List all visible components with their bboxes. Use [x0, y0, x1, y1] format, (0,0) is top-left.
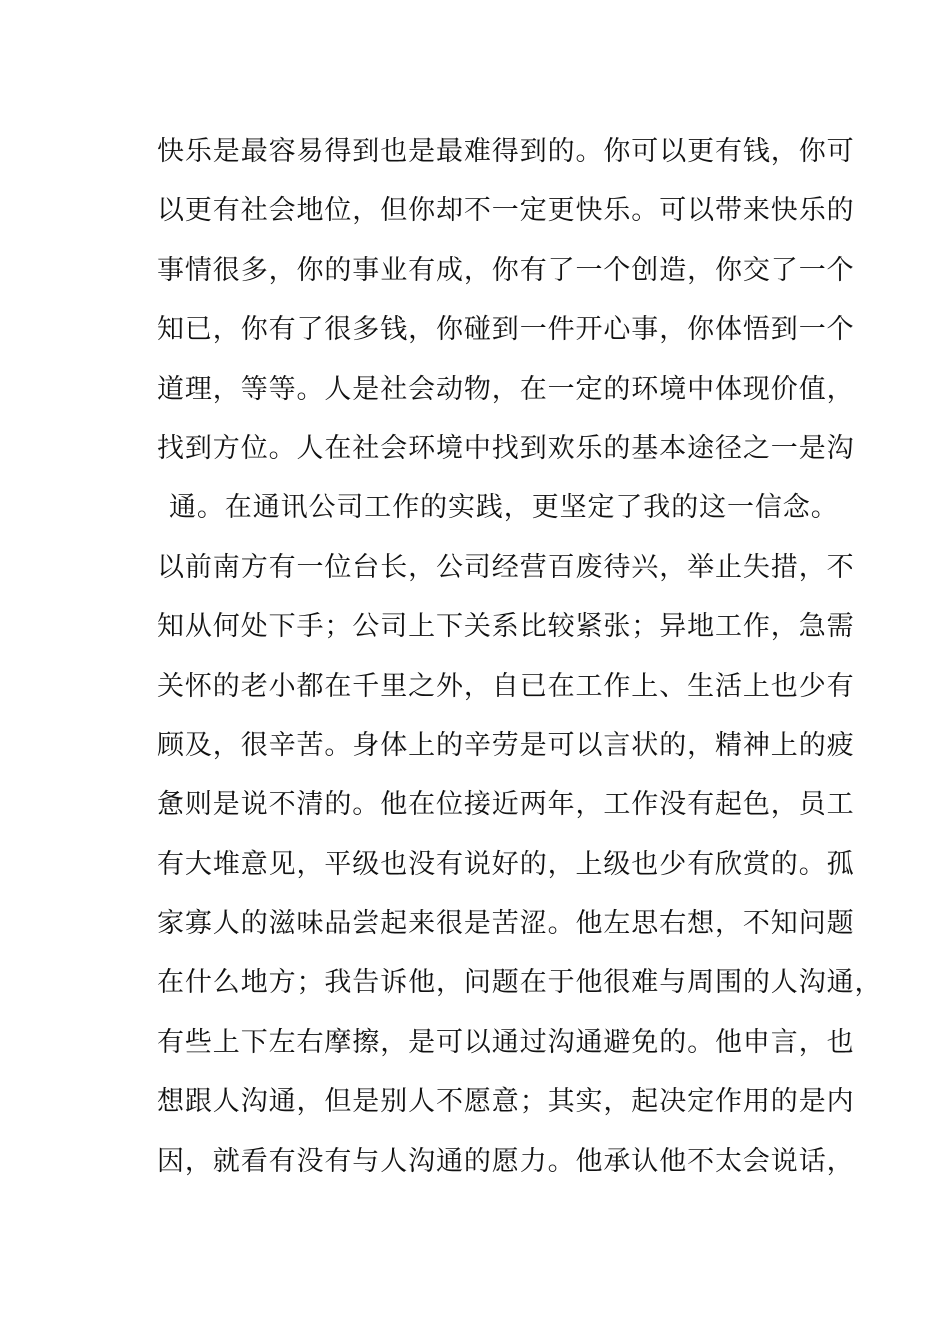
text-line: 通。在通讯公司工作的实践，更坚定了我的这一信念。 — [169, 492, 839, 524]
text-line: 家寡人的滋味品尝起来很是苦涩。他左思右想，不知问题 — [157, 908, 855, 940]
body-text — [157, 122, 883, 1191]
text-line: 找到方位。人在社会环境中找到欢乐的基本途径之一是沟 — [157, 432, 855, 464]
text-line: 关怀的老小都在千里之外，自已在工作上、生活上也少有 — [157, 670, 855, 702]
text-line: 因，就看有没有与人沟通的愿力。他承认他不太会说话， — [157, 1145, 855, 1177]
text-line: 惫则是说不清的。他在位接近两年，工作没有起色，员工 — [157, 789, 855, 821]
text-line: 以前南方有一位台长，公司经营百废待兴，举止失措，不 — [157, 551, 855, 583]
text-line: 知从何处下手；公司上下关系比较紧张；异地工作，急需 — [157, 611, 855, 643]
text-line: 想跟人沟通，但是别人不愿意；其实，起决定作用的是内 — [157, 1086, 855, 1118]
text-line: 道理，等等。人是社会动物，在一定的环境中体现价值， — [157, 373, 855, 405]
text-line: 事情很多，你的事业有成，你有了一个创造，你交了一个 — [157, 254, 855, 286]
text-line: 知已，你有了很多钱，你碰到一件开心事，你体悟到一个 — [157, 314, 855, 346]
text-line: 在什么地方；我告诉他，问题在于他很难与周围的人沟通， — [157, 967, 883, 999]
text-line: 以更有社会地位，但你却不一定更快乐。可以带来快乐的 — [157, 195, 855, 227]
text-line: 快乐是最容易得到也是最难得到的。你可以更有钱，你可 — [157, 136, 855, 167]
text-line: 顾及，很辛苦。身体上的辛劳是可以言状的，精神上的疲 — [157, 729, 855, 761]
text-line: 有大堆意见，平级也没有说好的，上级也少有欣赏的。孤 — [157, 848, 855, 880]
text-line: 有些上下左右摩擦，是可以通过沟通避免的。他申言，也 — [157, 1026, 855, 1058]
